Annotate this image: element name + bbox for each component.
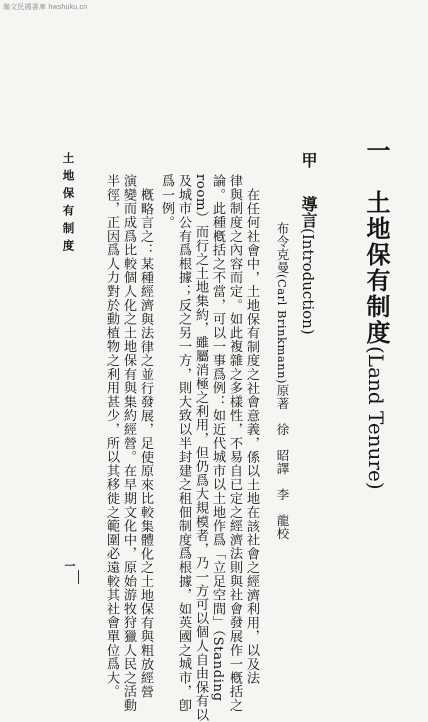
watermark: 瀚文民國書庫 hwshuku.cn [3,4,88,11]
section-title [300,196,316,335]
body-line: room）而行之土地集約，雖屬消極之利用，但仍爲大規模者，乃一方可以個人自由保有以 [193,174,208,722]
editor: 李 龍校 [275,488,290,541]
section-mark: 甲 [299,152,318,168]
body-line: 律與制度之內容而定。如此複雜之多樣性，不易自已定之經濟法則與社會發展作一槪括之 [227,174,242,713]
body-line: 及城市公有爲根據；反之另一方，則大致以半封建之租佃制度爲根據，如英國之城市，卽 [176,174,191,713]
chapter-title-en: (Land Tenure) [364,346,388,490]
body-line: 槪略言之：某種經濟與法律之並行發展，足使原來比較集體化之土地保有與粗放經營 [138,188,153,699]
orig-label: 原著 [275,384,290,411]
byline [276,222,289,540]
translator: 徐 昭譯 [275,423,290,476]
running-head: 土地保有制度 [61,152,76,257]
folio-rule [78,570,79,584]
author-en: (Carl Brinkmann) [275,274,289,385]
chapter-title [362,138,391,490]
page-folio: 一 [63,560,76,571]
body-line: 半徑，正因爲人力對於動植物之利用甚少，所以其移徙之範圍必遠較其社會單位爲大。 [104,174,119,699]
chapter-title-zh: 土地保有制度 [362,190,391,346]
body-line: 演變而成爲比較個人化之土地保有與集約經營。在早期文化中，原始游牧狩獵人民之活動 [121,174,136,713]
body-line: 在任何社會中，土地保有制度之社會意義，係以土地在該社會之經濟利用，以及法 [244,188,259,685]
chapter-number: 一 [362,138,391,164]
body-line: 論。此種槪括之不當，可以一事爲例：如近代城市以土地作爲「立足空間」（Standing [210,174,225,702]
author-zh: 布令克曼 [275,222,290,274]
section-title-en: (Introduction) [299,228,317,335]
body-line: 爲一例。 [159,174,174,230]
section-title-zh: 導言 [299,196,318,228]
